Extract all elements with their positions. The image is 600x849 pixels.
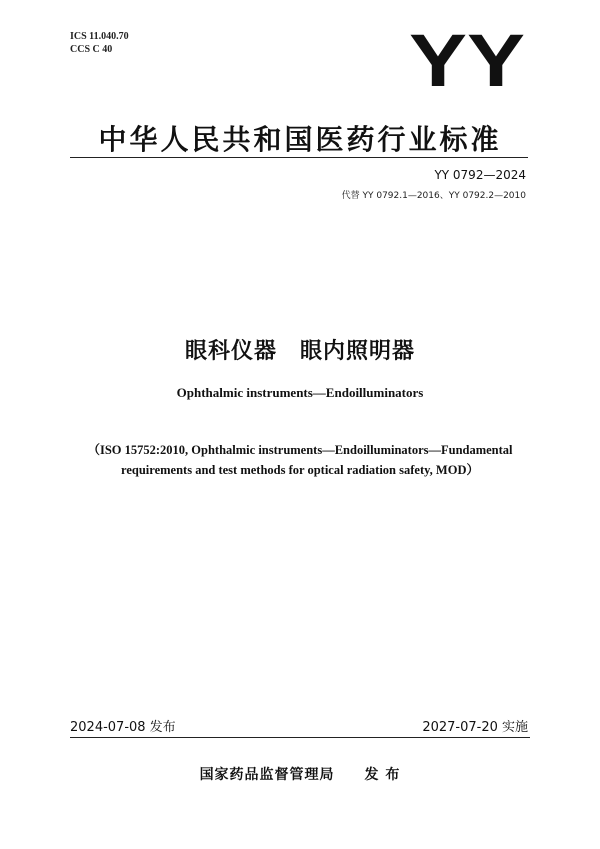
issue-date: 2024-07-08 发布 (70, 720, 176, 735)
title-chinese: 眼科仪器 眼内照明器 (184, 339, 415, 364)
replaces-standards: 代替 YY 0792.1—2016、YY 0792.2—2010 (341, 191, 526, 201)
implementation-date: 2027-07-20 实施 (422, 720, 528, 735)
equivalence-line-1: （ISO 15752:2010, Ophthalmic instruments—Endoilluminators—Fundamental (87, 443, 513, 457)
yy-logo (408, 30, 526, 88)
title-english: Ophthalmic instruments—Endoilluminators (176, 385, 424, 400)
ics-code: ICS 11.040.70 (70, 31, 129, 42)
ccs-code: CCS C 40 (70, 44, 113, 55)
issuing-authority: 国家药品监督管理局 发 布 (199, 767, 401, 783)
equivalence-line-2: requirements and test methods for optical radiation safety, MOD） (121, 463, 479, 477)
yy-logo-text: YY (409, 30, 525, 88)
classification-codes (70, 30, 129, 56)
header-divider (70, 157, 528, 158)
standard-number: YY 0792—2024 (434, 168, 526, 182)
org-title: 中华人民共和国医药行业标准 (98, 123, 502, 156)
international-equivalence (70, 440, 530, 480)
footer-divider (70, 737, 530, 738)
